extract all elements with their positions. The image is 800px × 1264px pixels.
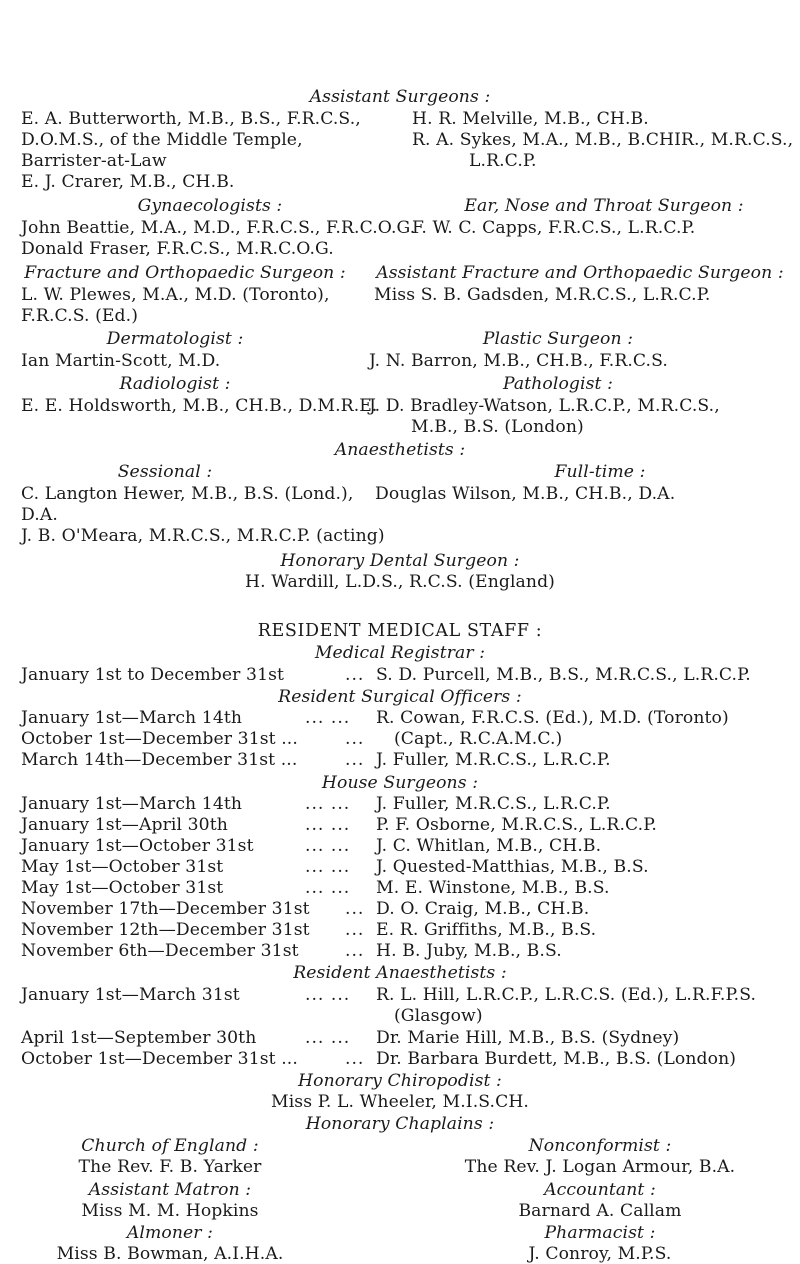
leader-dots: ... ... <box>305 878 351 898</box>
assistant-fracture-surgeon-heading: Assistant Fracture and Orthopaedic Surgeon : <box>376 263 784 283</box>
leader-dots: ... <box>345 920 365 940</box>
house-surgeon-period: January 1st—April 30th <box>21 815 228 835</box>
house-surgeon-period: May 1st—October 31st <box>21 857 224 877</box>
anaesthetists-heading: Anaesthetists : <box>334 440 466 460</box>
rso-name: J. Fuller, M.R.C.S., L.R.C.P. <box>376 750 611 770</box>
pathologist-line: J. D. Bradley-Watson, L.R.C.P., M.R.C.S., <box>369 396 720 416</box>
medical-registrar-heading: Medical Registrar : <box>314 643 486 663</box>
house-surgeon-period: November 6th—December 31st <box>21 941 299 961</box>
assistant-matron-name: Miss M. M. Hopkins <box>81 1201 259 1221</box>
house-surgeon-name: H. B. Juby, M.B., B.S. <box>376 941 562 961</box>
resident-anaesthetist-period: October 1st—December 31st ... <box>21 1049 298 1069</box>
leader-dots: ... <box>345 1049 365 1069</box>
almoner-heading: Almoner : <box>126 1223 214 1243</box>
leader-dots: ... ... <box>305 857 351 877</box>
house-surgeon-period: January 1st—March 14th <box>21 794 243 814</box>
assistant-surgeon-line: L.R.C.P. <box>469 151 537 171</box>
fracture-surgeon-line: F.R.C.S. (Ed.) <box>21 306 139 326</box>
dental-surgeon-heading: Honorary Dental Surgeon : <box>280 551 520 571</box>
leader-dots: ... ... <box>305 794 351 814</box>
fracture-surgeon-line: L. W. Plewes, M.A., M.D. (Toronto), <box>21 285 330 305</box>
rso-name: (Capt., R.C.A.M.C.) <box>394 729 563 749</box>
pharmacist-heading: Pharmacist : <box>544 1223 656 1243</box>
pathologist-line: M.B., B.S. (London) <box>411 417 584 437</box>
assistant-surgeon-line: H. R. Melville, M.B., CH.B. <box>412 109 649 129</box>
house-surgeon-period: May 1st—October 31st <box>21 878 224 898</box>
leader-dots: ... ... <box>305 836 351 856</box>
dermatologist-heading: Dermatologist : <box>106 329 244 349</box>
assistant-surgeon-line: E. A. Butterworth, M.B., B.S., F.R.C.S., <box>21 109 361 129</box>
ent-surgeon-heading: Ear, Nose and Throat Surgeon : <box>464 196 744 216</box>
assistant-fracture-surgeon-name: Miss S. B. Gadsden, M.R.C.S., L.R.C.P. <box>374 285 711 305</box>
assistant-surgeon-line: R. A. Sykes, M.A., M.B., B.CHIR., M.R.C.S., <box>412 130 794 150</box>
registrar-name: S. D. Purcell, M.B., B.S., M.R.C.S., L.R.C.P. <box>376 665 751 685</box>
accountant-name: Barnard A. Callam <box>518 1201 682 1221</box>
house-surgeon-name: D. O. Craig, M.B., CH.B. <box>376 899 590 919</box>
house-surgeon-period: January 1st—October 31st <box>21 836 254 856</box>
sessional-anaesthetist-line: C. Langton Hewer, M.B., B.S. (Lond.), <box>21 484 354 504</box>
rso-period: October 1st—December 31st ... <box>21 729 298 749</box>
resident-anaesthetist-name: Dr. Marie Hill, M.B., B.S. (Sydney) <box>376 1028 680 1048</box>
fulltime-anaesthetist-name: Douglas Wilson, M.B., CH.B., D.A. <box>375 484 676 504</box>
plastic-surgeon-name: J. N. Barron, M.B., CH.B., F.R.C.S. <box>369 351 668 371</box>
leader-dots: ... <box>345 729 365 749</box>
dental-surgeon-name: H. Wardill, L.D.S., R.C.S. (England) <box>245 572 555 592</box>
chaplains-heading: Honorary Chaplains : <box>305 1114 495 1134</box>
gynaecologists-heading: Gynaecologists : <box>137 196 283 216</box>
house-surgeon-name: J. Quested-Matthias, M.B., B.S. <box>376 857 649 877</box>
resident-anaesthetist-period: January 1st—March 31st <box>21 985 240 1005</box>
rso-name: R. Cowan, F.R.C.S. (Ed.), M.D. (Toronto) <box>376 708 729 728</box>
assistant-surgeon-line: D.O.M.S., of the Middle Temple, <box>21 130 303 150</box>
almoner-name: Miss B. Bowman, A.I.H.A. <box>56 1244 284 1264</box>
leader-dots: ... <box>345 750 365 770</box>
sessional-anaesthetist-line: J. B. O'Meara, M.R.C.S., M.R.C.P. (acting) <box>21 526 385 546</box>
leader-dots: ... ... <box>305 708 351 728</box>
radiologist-name: E. E. Holdsworth, M.B., CH.B., D.M.R.E. <box>21 396 378 416</box>
resident-anaesthetist-name: R. L. Hill, L.R.C.P., L.R.C.S. (Ed.), L.R.F.P.S. <box>376 985 757 1005</box>
chiropodist-heading: Honorary Chiropodist : <box>298 1071 502 1091</box>
gynaecologist-line: John Beattie, M.A., M.D., F.R.C.S., F.R.C.O.G. <box>21 218 416 238</box>
rso-period: March 14th—December 31st ... <box>21 750 298 770</box>
registrar-period: January 1st to December 31st <box>21 665 285 685</box>
ent-surgeon-name: F. W. C. Capps, F.R.C.S., L.R.C.P. <box>412 218 696 238</box>
house-surgeon-name: P. F. Osborne, M.R.C.S., L.R.C.P. <box>376 815 657 835</box>
nonconformist-heading: Nonconformist : <box>528 1136 672 1156</box>
dermatologist-name: Ian Martin-Scott, M.D. <box>21 351 221 371</box>
accountant-heading: Accountant : <box>544 1180 656 1200</box>
nonconformist-chaplain: The Rev. J. Logan Armour, B.A. <box>464 1157 736 1177</box>
house-surgeon-period: November 12th—December 31st <box>21 920 310 940</box>
leader-dots: ... ... <box>305 1028 351 1048</box>
house-surgeons-heading: House Surgeons : <box>321 773 479 793</box>
resident-anaesthetist-name: Dr. Barbara Burdett, M.B., B.S. (London) <box>376 1049 737 1069</box>
resident-anaesthetist-name-cont: (Glasgow) <box>394 1006 483 1026</box>
house-surgeon-name: M. E. Winstone, M.B., B.S. <box>376 878 610 898</box>
house-surgeon-name: J. C. Whitlan, M.B., CH.B. <box>376 836 602 856</box>
leader-dots: ... ... <box>305 985 351 1005</box>
fracture-surgeon-heading: Fracture and Orthopaedic Surgeon : <box>24 263 346 283</box>
leader-dots: ... <box>345 665 365 685</box>
leader-dots: ... <box>345 941 365 961</box>
assistant-matron-heading: Assistant Matron : <box>88 1180 252 1200</box>
pathologist-heading: Pathologist : <box>503 374 613 394</box>
assistant-surgeon-line: Barrister-at-Law <box>21 151 167 171</box>
resident-anaesthetists-heading: Resident Anaesthetists : <box>293 963 507 983</box>
sessional-anaesthetist-line: D.A. <box>21 505 58 525</box>
church-of-england-chaplain: The Rev. F. B. Yarker <box>78 1157 262 1177</box>
assistant-surgeons-heading: Assistant Surgeons : <box>309 87 491 107</box>
pharmacist-name: J. Conroy, M.P.S. <box>528 1244 672 1264</box>
house-surgeon-name: J. Fuller, M.R.C.S., L.R.C.P. <box>376 794 611 814</box>
gynaecologist-line: Donald Fraser, F.R.C.S., M.R.C.O.G. <box>21 239 334 259</box>
resident-anaesthetist-period: April 1st—September 30th <box>21 1028 257 1048</box>
chiropodist-name: Miss P. L. Wheeler, M.I.S.CH. <box>271 1092 529 1112</box>
fulltime-heading: Full-time : <box>554 462 646 482</box>
church-of-england-heading: Church of England : <box>81 1136 259 1156</box>
plastic-surgeon-heading: Plastic Surgeon : <box>482 329 634 349</box>
radiologist-heading: Radiologist : <box>119 374 231 394</box>
leader-dots: ... <box>345 899 365 919</box>
assistant-surgeon-line: E. J. Crarer, M.B., CH.B. <box>21 172 235 192</box>
sessional-heading: Sessional : <box>117 462 213 482</box>
leader-dots: ... ... <box>305 815 351 835</box>
rso-heading: Resident Surgical Officers : <box>278 687 522 707</box>
resident-staff-heading: RESIDENT MEDICAL STAFF : <box>257 621 543 641</box>
house-surgeon-period: November 17th—December 31st <box>21 899 310 919</box>
rso-period: January 1st—March 14th <box>21 708 243 728</box>
house-surgeon-name: E. R. Griffiths, M.B., B.S. <box>376 920 597 940</box>
